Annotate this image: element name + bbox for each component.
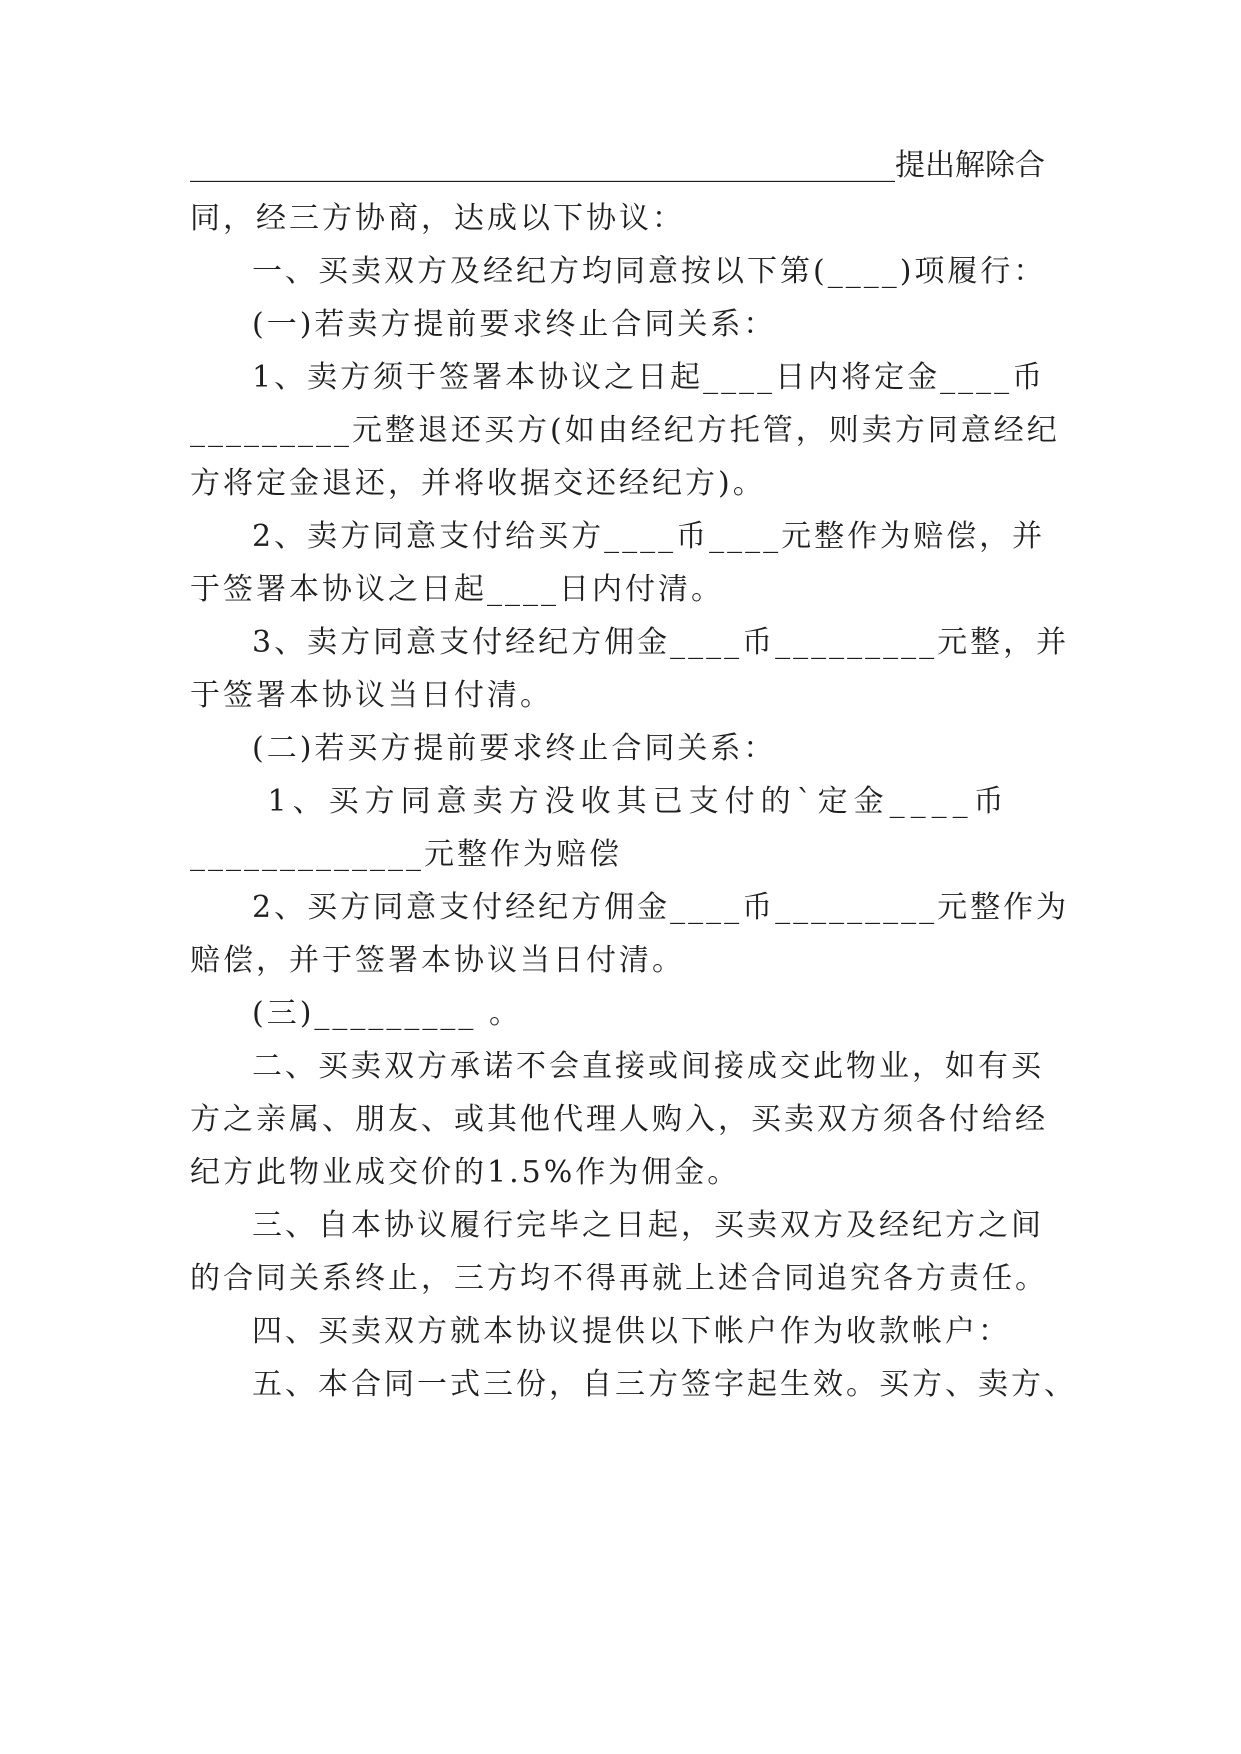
- text-line: 2、买方同意支付经纪方佣金____币_________元整作为: [252, 890, 1070, 925]
- text-line: (三)_________ 。: [252, 996, 522, 1031]
- text-line: 四、买卖双方就本协议提供以下帐户作为收款帐户：: [252, 1314, 1011, 1349]
- text-line: (二)若买方提前要求终止合同关系：: [252, 731, 777, 766]
- text-line: (一)若卖方提前要求终止合同关系：: [252, 307, 777, 342]
- text-line: 的合同关系终止，三方均不得再就上述合同追究各方责任。: [190, 1261, 1048, 1296]
- text-line: 于签署本协议之日起____日内付清。: [190, 572, 724, 607]
- text-line: _________元整退还买方(如由经纪方托管，则卖方同意经纪: [190, 413, 1060, 448]
- text-line: 一、买卖双方及经纪方均同意按以下第(____)项履行：: [252, 254, 1047, 289]
- text-line: 1、卖方须于签署本协议之日起____日内将定金____币: [252, 360, 1046, 395]
- text-line: _______________________________________________提出解除合: [190, 148, 1045, 183]
- text-line: 赔偿，并于签署本协议当日付清。: [190, 943, 685, 978]
- text-line: 3、卖方同意支付经纪方佣金____币_________元整，并: [252, 625, 1070, 660]
- text-line: 五、本合同一式三份，自三方签字起生效。买方、卖方、: [252, 1367, 1077, 1402]
- text-line: 于签署本协议当日付清。: [190, 678, 553, 713]
- text-line: 1、买方同意卖方没收其已支付的`定金____币: [252, 784, 1010, 819]
- text-line: 方将定金退还，并将收据交还经纪方)。: [190, 466, 766, 501]
- text-line: 三、自本协议履行完毕之日起，买卖双方及经纪方之间: [252, 1208, 1044, 1243]
- text-line: 2、卖方同意支付给买方____币____元整作为赔偿，并: [252, 519, 1046, 554]
- text-line: 二、买卖双方承诺不会直接或间接成交此物业，如有买: [252, 1049, 1044, 1084]
- text-line: _____________元整作为赔偿: [190, 837, 622, 872]
- text-line: 方之亲属、朋友、或其他代理人购入，买卖双方须各付给经: [190, 1102, 1048, 1137]
- text-line: 同，经三方协商，达成以下协议：: [190, 201, 685, 236]
- text-line: 纪方此物业成交价的1.5%作为佣金。: [190, 1155, 741, 1190]
